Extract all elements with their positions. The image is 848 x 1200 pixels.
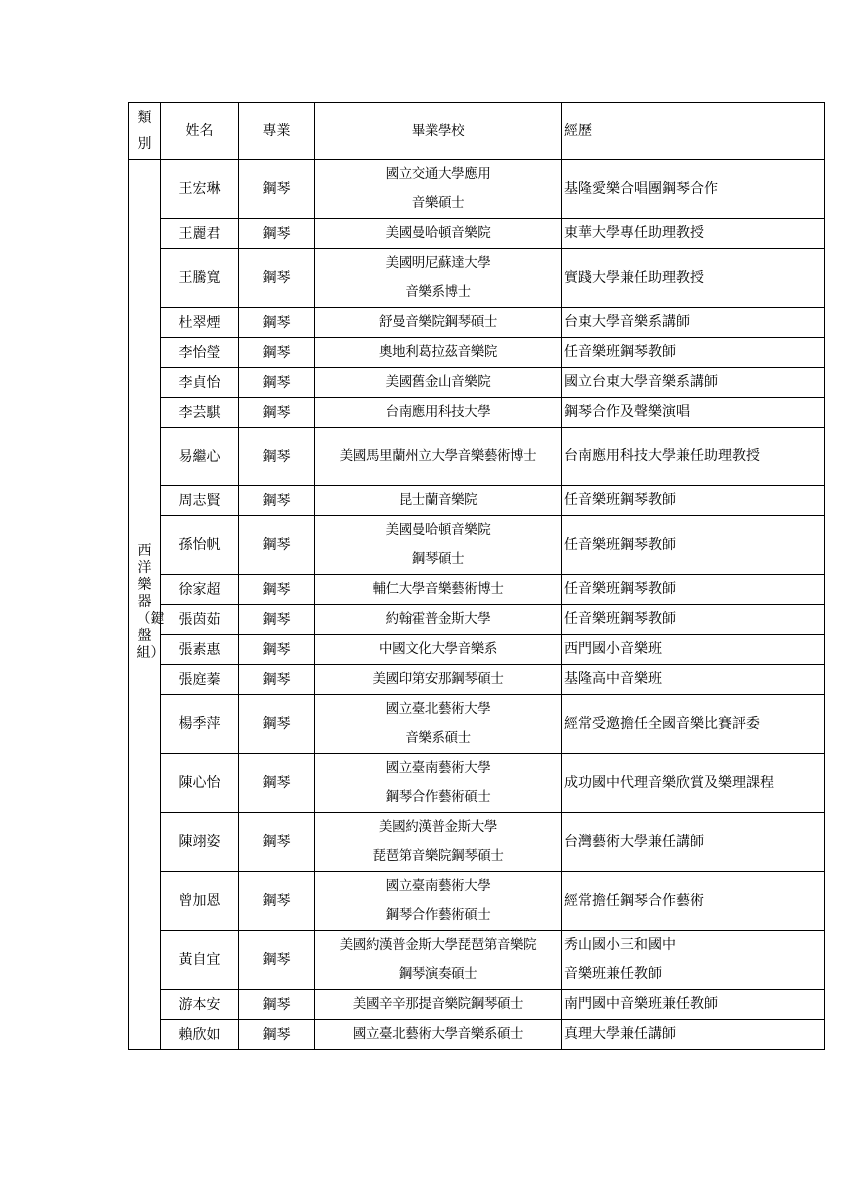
school-line: 國立臺南藝術大學 [385,878,491,894]
graduation-school [315,308,562,338]
teacher-name: 黃自宜 [161,931,239,990]
teacher-major: 鋼琴 [239,990,315,1020]
school-line: 鋼琴碩士 [411,551,465,567]
graduation-school [315,398,562,428]
graduation-school [315,695,562,754]
experience [562,754,825,813]
teacher-name: 李芸騏 [161,398,239,428]
teacher-major: 鋼琴 [239,872,315,931]
graduation-school [315,486,562,516]
table-row [129,990,825,1020]
experience-line: 經常受邀擔任全國音樂比賽評委 [564,715,760,732]
school-line: 台南應用科技大學 [385,404,491,420]
table-row [129,931,825,990]
school-line: 美國辛辛那提音樂院鋼琴碩士 [352,996,524,1012]
header-major: 專業 [239,103,315,160]
teacher-major: 鋼琴 [239,754,315,813]
graduation-school [315,338,562,368]
teacher-name: 王宏琳 [161,160,239,219]
experience [562,516,825,575]
experience-line: 任音樂班鋼琴教師 [564,344,676,360]
teacher-major: 鋼琴 [239,486,315,516]
teacher-name: 楊季萍 [161,695,239,754]
experience [562,368,825,398]
teacher-name: 張茵茹 [161,605,239,635]
teacher-major: 鋼琴 [239,398,315,428]
teacher-name: 賴欣如 [161,1020,239,1050]
graduation-school [315,428,562,486]
experience-line: 實踐大學兼任助理教授 [564,269,704,286]
experience [562,990,825,1020]
teacher-major: 鋼琴 [239,605,315,635]
experience-line: 東華大學專任助理教授 [564,225,704,241]
category-cell [129,160,165,1050]
table-row [129,754,825,813]
graduation-school [315,665,562,695]
teacher-name: 張素惠 [161,635,239,665]
experience [562,813,825,872]
table-body [129,160,825,1050]
school-line: 鋼琴演奏碩士 [398,966,478,982]
teacher-roster-table [128,102,825,1050]
graduation-school [315,1020,562,1050]
table-row [129,219,825,249]
experience-line: 經常擔任鋼琴合作藝術 [564,892,704,909]
school-line: 音樂系碩士 [405,730,471,746]
school-line: 美國明尼蘇達大學 [385,255,491,271]
graduation-school [315,754,562,813]
teacher-major: 鋼琴 [239,338,315,368]
experience-line: 任音樂班鋼琴教師 [564,536,676,553]
experience-line: 真理大學兼任講師 [564,1026,676,1042]
table-row [129,695,825,754]
experience-line: 任音樂班鋼琴教師 [564,581,676,597]
table-row [129,665,825,695]
experience-line: 秀山國小三和國中 [564,937,676,953]
header-name: 姓名 [161,103,239,160]
school-line: 美國約漢普金斯大學 [379,819,497,835]
experience [562,398,825,428]
table-row [129,1020,825,1050]
table-row [129,605,825,635]
graduation-school [315,635,562,665]
school-line: 輔仁大學音樂藝術博士 [372,581,504,597]
experience-line: 鋼琴合作及聲樂演唱 [564,404,690,420]
table-row [129,160,825,219]
experience-line: 基隆高中音樂班 [564,671,662,687]
experience-line: 南門國中音樂班兼任教師 [564,996,718,1012]
experience-line: 國立台東大學音樂系講師 [564,374,718,390]
experience [562,695,825,754]
teacher-major: 鋼琴 [239,249,315,308]
graduation-school [315,249,562,308]
teacher-major: 鋼琴 [239,428,315,486]
table-row [129,249,825,308]
school-line: 國立臺北藝術大學 [385,701,491,717]
graduation-school [315,813,562,872]
teacher-major: 鋼琴 [239,931,315,990]
teacher-name: 王騰寬 [161,249,239,308]
experience [562,249,825,308]
teacher-major: 鋼琴 [239,516,315,575]
graduation-school [315,516,562,575]
experience [562,219,825,249]
teacher-name: 王麗君 [161,219,239,249]
header-experience: 經歷 [562,103,825,160]
experience [562,575,825,605]
graduation-school [315,990,562,1020]
header-category [129,103,161,160]
experience-line: 任音樂班鋼琴教師 [564,492,676,508]
school-line: 美國曼哈頓音樂院 [385,522,491,538]
teacher-major: 鋼琴 [239,665,315,695]
experience-line: 音樂班兼任教師 [564,966,662,982]
teacher-name: 張庭蓁 [161,665,239,695]
school-line: 美國舊金山音樂院 [385,374,491,390]
category-label: 西洋樂器（鍵盤組） [136,543,165,661]
school-line: 約翰霍普金斯大學 [385,611,491,627]
experience [562,160,825,219]
school-line: 中國文化大學音樂系 [379,641,497,657]
teacher-name: 游本安 [161,990,239,1020]
table-row [129,813,825,872]
experience [562,605,825,635]
teacher-major: 鋼琴 [239,575,315,605]
experience-line: 成功國中代理音樂欣賞及樂理課程 [564,774,774,791]
experience [562,428,825,486]
teacher-major: 鋼琴 [239,219,315,249]
graduation-school [315,931,562,990]
school-line: 國立臺南藝術大學 [385,760,491,776]
experience [562,308,825,338]
table-row [129,368,825,398]
experience [562,665,825,695]
school-line: 奧地利葛拉茲音樂院 [379,344,497,360]
school-line: 鋼琴合作藝術碩士 [385,789,491,805]
teacher-name: 周志賢 [161,486,239,516]
experience-line: 台東大學音樂系講師 [564,314,690,330]
school-line: 音樂碩士 [411,195,465,211]
experience-line: 西門國小音樂班 [564,641,662,657]
school-line: 美國約漢普金斯大學琵琶第音樂院 [339,937,537,953]
experience [562,1020,825,1050]
teacher-major: 鋼琴 [239,1020,315,1050]
teacher-name: 陳心怡 [161,754,239,813]
teacher-name: 陳翊姿 [161,813,239,872]
teacher-name: 易繼心 [161,428,239,486]
experience [562,635,825,665]
table-row [129,398,825,428]
header-category-line1: 類 [137,110,152,126]
experience [562,872,825,931]
school-line: 美國曼哈頓音樂院 [385,225,491,241]
header-school: 畢業學校 [315,103,562,160]
graduation-school [315,219,562,249]
teacher-name: 杜翠煙 [161,308,239,338]
table-row [129,516,825,575]
experience-line: 任音樂班鋼琴教師 [564,611,676,627]
table-row [129,428,825,486]
table-row [129,635,825,665]
school-line: 國立交通大學應用 [385,166,491,182]
graduation-school [315,872,562,931]
school-line: 音樂系博士 [405,284,471,300]
experience [562,338,825,368]
teacher-major: 鋼琴 [239,160,315,219]
table-row [129,872,825,931]
school-line: 舒曼音樂院鋼琴碩士 [379,314,497,330]
teacher-name: 徐家超 [161,575,239,605]
table-row [129,308,825,338]
teacher-major: 鋼琴 [239,635,315,665]
graduation-school [315,575,562,605]
table-row [129,338,825,368]
graduation-school [315,605,562,635]
teacher-major: 鋼琴 [239,695,315,754]
header-category-line2: 別 [137,136,152,152]
experience-line: 台灣藝術大學兼任講師 [564,833,704,850]
experience [562,486,825,516]
table-row [129,486,825,516]
teacher-major: 鋼琴 [239,308,315,338]
teacher-major: 鋼琴 [239,368,315,398]
school-line: 鋼琴合作藝術碩士 [385,907,491,923]
teacher-major: 鋼琴 [239,813,315,872]
experience-line: 基隆愛樂合唱團鋼琴合作 [564,180,718,197]
teacher-name: 曾加恩 [161,872,239,931]
school-line: 美國印第安那鋼琴碩士 [372,671,504,687]
school-line: 美國馬里蘭州立大學音樂藝術博士 [339,448,537,464]
teacher-name: 李貞怡 [161,368,239,398]
experience-line: 台南應用科技大學兼任助理教授 [564,448,760,464]
school-line: 昆士蘭音樂院 [398,492,478,508]
school-line: 琵琶第音樂院鋼琴碩士 [372,848,504,864]
teacher-name: 孫怡帆 [161,516,239,575]
graduation-school [315,368,562,398]
experience [562,931,825,990]
graduation-school [315,160,562,219]
teacher-name: 李怡瑩 [161,338,239,368]
table-row [129,575,825,605]
table-header-row [129,103,825,160]
school-line: 國立臺北藝術大學音樂系碩士 [352,1026,524,1042]
